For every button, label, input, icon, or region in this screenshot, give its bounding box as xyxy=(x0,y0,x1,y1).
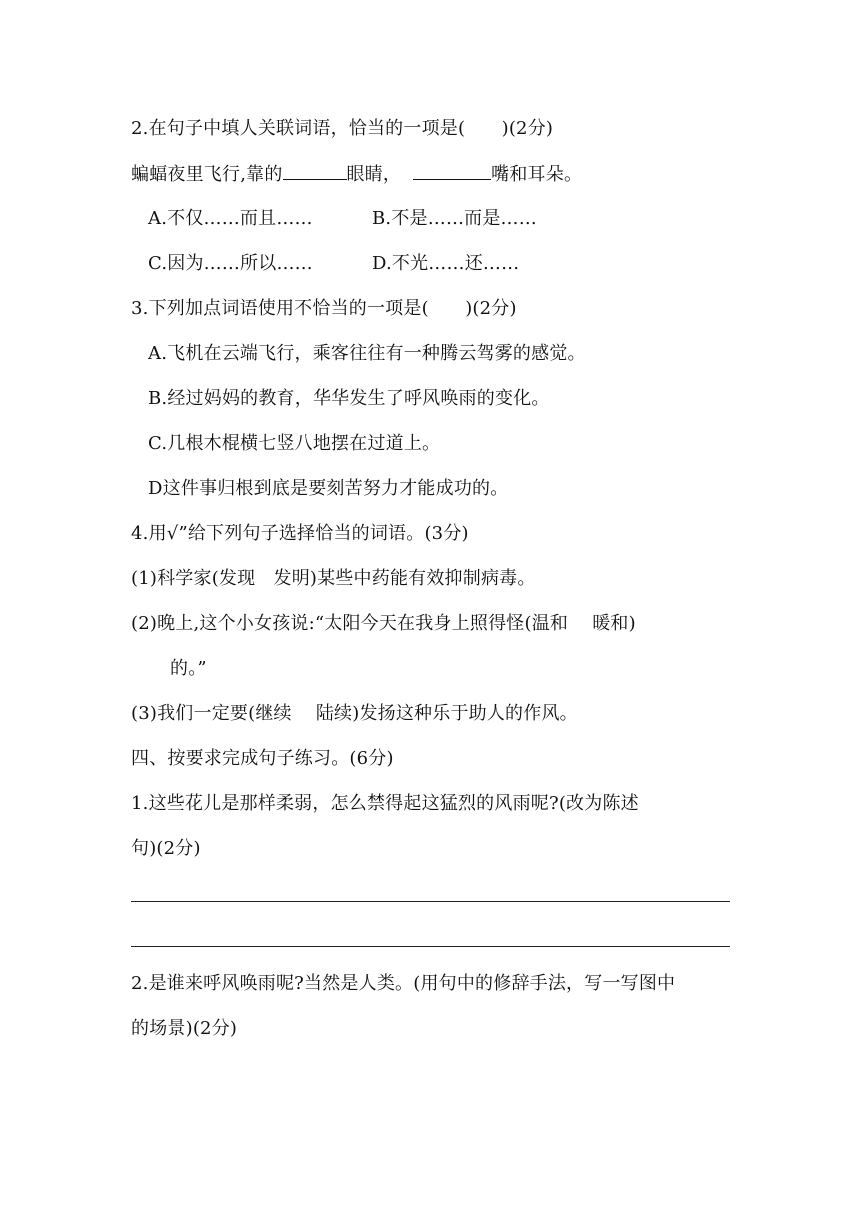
s4-q1-line-1: 1.这些花儿是那样柔弱，怎么禁得起这猛烈的风雨呢?(改为陈述 xyxy=(131,793,639,814)
q2-sentence-part-b: 眼睛， xyxy=(346,164,402,185)
s4-q2-line-2: 的场景)(2分) xyxy=(131,1018,238,1039)
s4-q2-line-1: 2.是谁来呼风唤雨呢?当然是人类。(用句中的修辞手法，写一写图中 xyxy=(131,973,676,994)
q2-option-b[interactable]: B.不是……而是…… xyxy=(372,208,537,229)
q3-option-d[interactable]: D这件事归根到底是要刻苦努力才能成功的。 xyxy=(148,478,509,499)
q2-option-a[interactable]: A.不仅……而且…… xyxy=(148,208,313,229)
q2-sentence-part-a: 蝙蝠夜里飞行,靠的 xyxy=(131,164,283,185)
q4-item-2-line-1: (2)晚上,这个小女孩说:“太阳今天在我身上照得怪(温和 暖和) xyxy=(131,613,636,634)
fill-blank-1[interactable] xyxy=(283,161,347,180)
q4-item-3: (3)我们一定要(继续 陆续)发扬这种乐于助人的作风。 xyxy=(131,703,578,724)
q3-stem: 3.下列加点词语使用不恰当的一项是( )(2分) xyxy=(131,298,517,319)
q2-stem: 2.在句子中填人关联词语，恰当的一项是( )(2分) xyxy=(131,118,554,139)
answer-line-2[interactable] xyxy=(131,946,730,947)
q2-sentence-part-c: 嘴和耳朵。 xyxy=(491,164,583,185)
q2-sentence xyxy=(131,161,582,188)
q2-option-d[interactable]: D.不光……还…… xyxy=(372,253,520,274)
s4-q1-line-2: 句)(2分) xyxy=(131,838,201,859)
section-4-title: 四、按要求完成句子练习。(6分) xyxy=(131,748,394,769)
fill-blank-2[interactable] xyxy=(413,161,491,180)
answer-line-1[interactable] xyxy=(131,901,730,902)
q3-option-a[interactable]: A.飞机在云端飞行，乘客往往有一种腾云驾雾的感觉。 xyxy=(148,343,586,364)
q3-option-b[interactable]: B.经过妈妈的教育，华华发生了呼风唤雨的变化。 xyxy=(148,388,550,409)
q4-stem: 4.用√”给下列句子选择恰当的词语。(3分) xyxy=(131,523,469,544)
q4-item-1: (1)科学家(发现 发明)某些中药能有效抑制病毒。 xyxy=(131,568,536,589)
q4-item-2-line-2: 的。” xyxy=(170,658,207,679)
q3-option-c[interactable]: C.几根木棍横七竖八地摆在过道上。 xyxy=(148,433,441,454)
q2-option-c[interactable]: C.因为……所以…… xyxy=(148,253,313,274)
